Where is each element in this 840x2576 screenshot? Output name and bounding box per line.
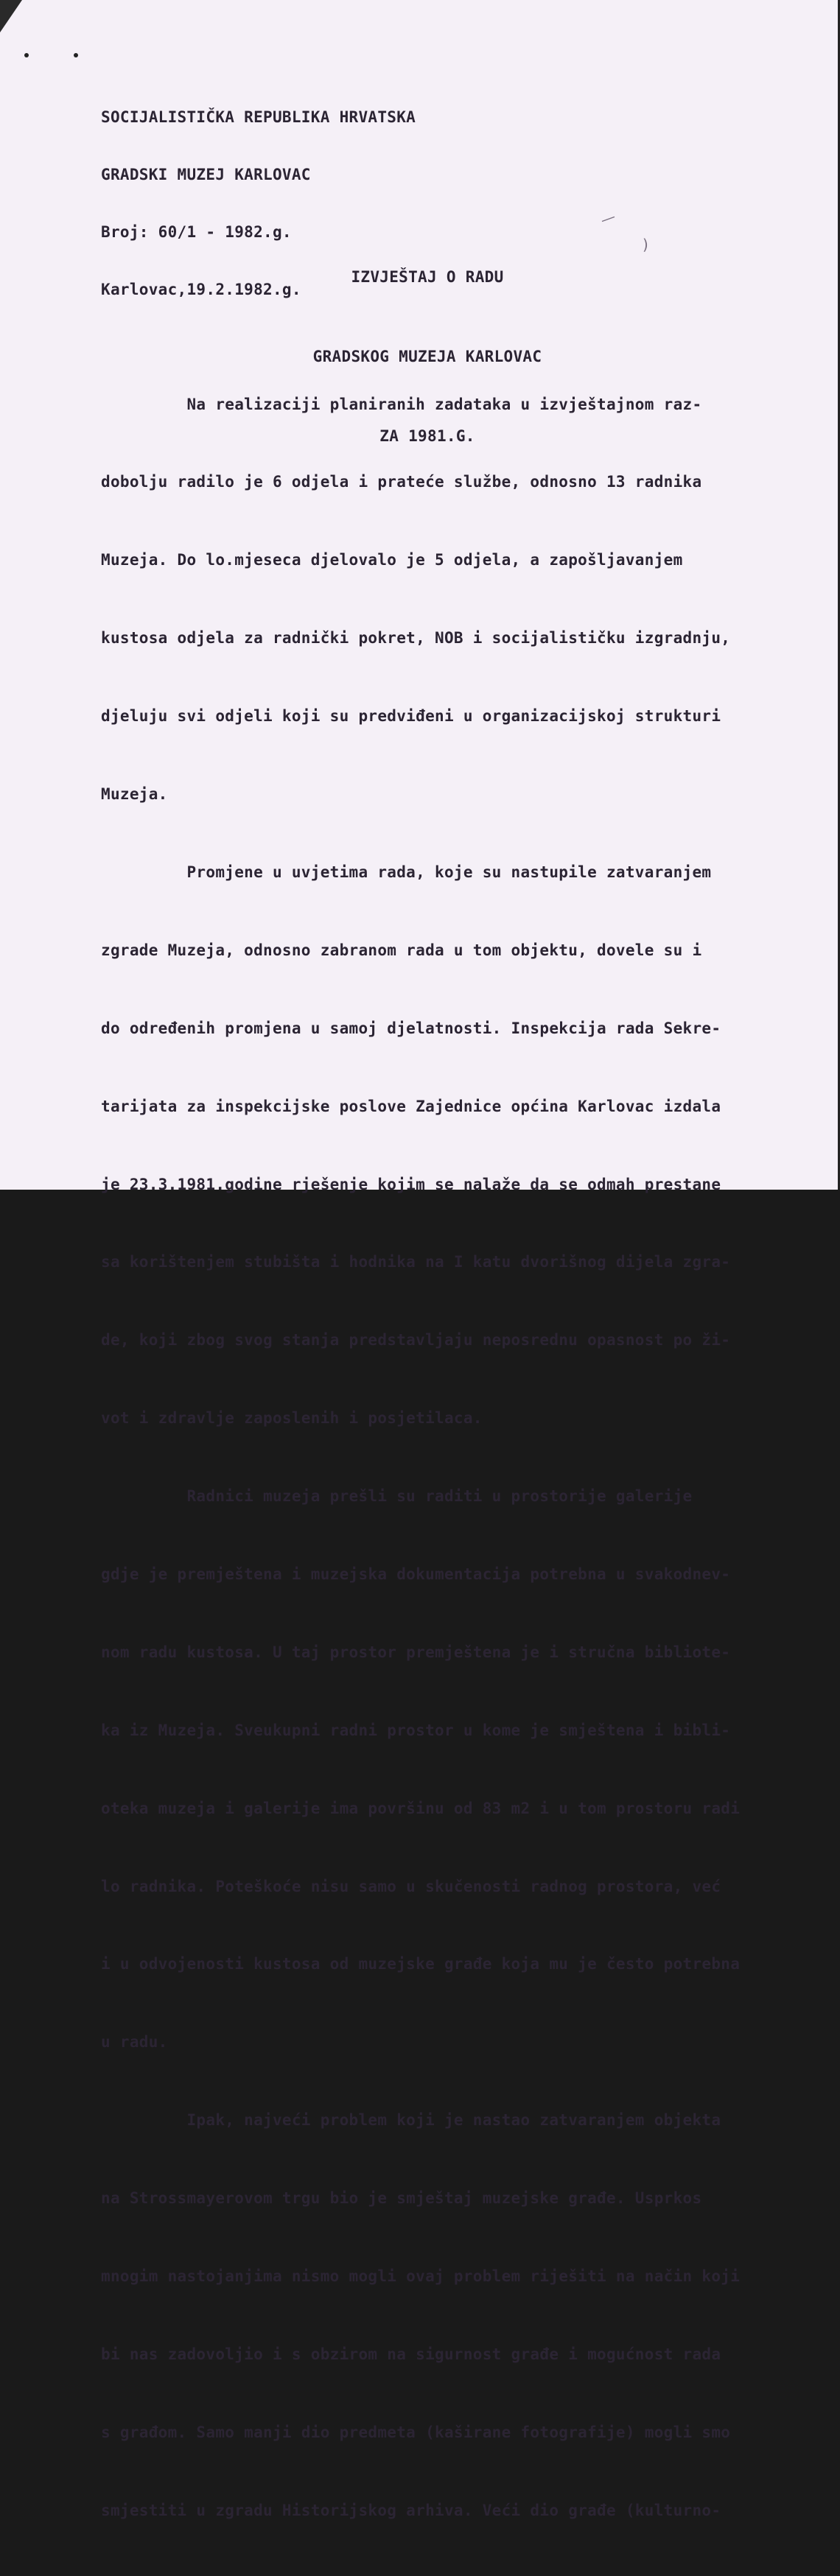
body-line: djeluju svi odjeli koji su predviđeni u organizacijskoj strukturi [101, 707, 721, 726]
body-line: dobolju radilo je 6 odjela i prateće službe, odnosno 13 radnika [101, 473, 702, 491]
body-line: smjestiti u zgradu Historijskog arhiva. Veći dio građe (kulturno- [101, 2501, 721, 2519]
pencil-mark: — [598, 207, 618, 229]
body-line: je 23.3.1981.godine rješenje kojim se nalaže da se odmah prestane [101, 1175, 721, 1193]
body-line: s građom. Samo manji dio predmeta (kaširane fotografije) mogli smo [101, 2423, 731, 2441]
body-line: Ipak, najveći problem koji je nastao zatvaranjem objekta [101, 2111, 721, 2130]
body-line: ka iz Muzeja. Sveukupni radni prostor u kome je smještena i bibli- [101, 1721, 731, 1739]
body-line: Promjene u uvjetima rada, koje su nastupile zatvaranjem [101, 863, 712, 881]
body-line: Na realizaciji planiranih zadataka u izvještajnom raz- [101, 395, 702, 413]
body-line: gdje je premještena i muzejska dokumentacija potrebna u svakodnev- [101, 1565, 731, 1583]
letterhead-line: SOCIJALISTIČKA REPUBLIKA HRVATSKA [101, 108, 416, 126]
title-line: IZVJEŠTAJ O RADU [351, 268, 504, 286]
body-line: kustosa odjela za radnički pokret, NOB i socijalističku izgradnju, [101, 629, 731, 647]
body-line: sa korištenjem stubišta i hodnika na I katu dvorišnog dijela zgra- [101, 1253, 731, 1271]
body-line: vot i zdravlje zaposlenih i posjetilaca. [101, 1409, 483, 1428]
body-line: u radu. [101, 2033, 168, 2052]
punch-hole-mark [74, 53, 78, 57]
punch-hole-mark [24, 53, 29, 57]
pencil-mark: ) [643, 236, 648, 253]
page-corner-shadow [0, 0, 22, 32]
body-line: de, koji zbog svog stanja predstavljaju neposrednu opasnost po ži- [101, 1331, 731, 1350]
body-line: i u odvojenosti kustosa od muzejske građe koja mu je često potrebna [101, 1955, 741, 1973]
body-line: oteka muzeja i galerije ima površinu od 83 m2 i u tom prostoru radi [101, 1799, 741, 1817]
body-line: lo radnika. Poteškoće nisu samo u skučenosti radnog prostora, već [101, 1877, 721, 1895]
body-line: na Strossmayerovom trgu bio je smještaj muzejske građe. Usprkos [101, 2189, 702, 2208]
body-line: Radnici muzeja prešli su raditi u prostorije galerije [101, 1487, 693, 1506]
reference-number: Broj: 60/1 - 1982.g. [101, 223, 292, 241]
body-line: do određenih promjena u samoj djelatnosti. Inspekcija rada Sekre- [101, 1019, 721, 1037]
letterhead-line: GRADSKI MUZEJ KARLOVAC [101, 166, 311, 183]
body-line: tarijata za inspekcijske poslove Zajednice općina Karlovac izdala [101, 1097, 721, 1115]
title-line: ZA 1981.G. [379, 427, 475, 445]
body-line: Muzeja. Do lo.mjeseca djelovalo je 5 odjela, a zapošljavanjem [101, 551, 683, 569]
title-line: GRADSKOG MUZEJA KARLOVAC [312, 348, 542, 365]
report-body [101, 340, 740, 2576]
body-line: bi nas zadovoljio i s obzirom na sigurnost građe i mogućnost rada [101, 2345, 721, 2363]
body-line: nom radu kustosa. U taj prostor premještena je i stručna bibliote- [101, 1643, 731, 1661]
body-line: zgrade Muzeja, odnosno zabranom rada u tom objektu, dovele su i [101, 941, 702, 959]
body-line: mnogim nastojanjima nismo mogli ovaj problem riješiti na način koji [101, 2267, 741, 2285]
place-date: Karlovac,19.2.1982.g. [101, 281, 301, 298]
body-line: Muzeja. [101, 785, 168, 804]
